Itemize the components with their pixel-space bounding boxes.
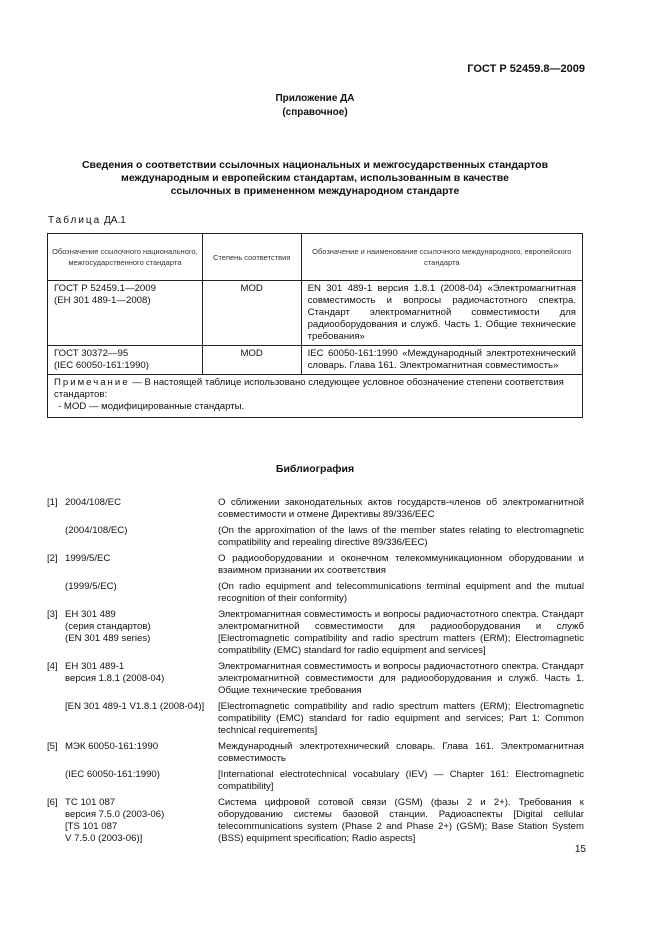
bibliography-title: Библиография [275,463,355,475]
bibliography-line [47,701,584,737]
bibliography-description: О сближении законодательных актов государств-членов об электромагнитной совместимости и отмене Директивы 89/336/EEC [218,497,584,520]
table-row [48,281,583,346]
bibliography-line [47,661,584,697]
bibliography-reference: 1999/5/EC [65,553,111,564]
bibliography-description: [International electrotechnical vocabulary (IEV) — Chapter 161: Electromagnetic compatibility] [218,769,584,792]
bibliography-number [47,701,65,737]
bibliography-entry [47,553,584,605]
bibliography-reference: ТС 101 087 версия 7.5.0 (2003-06) [TS 101 087 V 7.5.0 (2003-06)] [65,797,165,844]
bibliography-number [47,581,65,605]
bibliography-line [47,553,584,577]
bibliography-line [47,741,584,765]
bibliography-number [47,525,65,549]
bibliography-reference: 2004/108/EC [65,497,122,508]
table-label-word: Таблица [48,215,102,226]
note-label: Примечание [54,377,130,388]
table-header-cell: Обозначение ссылочного национального, межгосударственного стандарта [48,234,203,281]
table-label-number: ДА.1 [104,215,126,226]
table-cell-degree: MOD [202,281,301,346]
section-title-line: ссылочных в примененном международном стандарте [170,185,460,197]
table-note [48,375,583,418]
table-label [48,215,126,226]
bibliography-entry [47,797,584,845]
bibliography-reference: [EN 301 489-1 V1.8.1 (2008-04)] [65,701,205,712]
bibliography-number: [1] [47,497,58,508]
bibliography-line [47,609,584,657]
bibliography-description: Электромагнитная совместимость и вопросы радиочастотного спектра. Стандарт электромагнитной совместимости для радиооборудования и служб [Electromagnetic compatibility and radio spectrum matters (ERM); Electromagnetic compatibility (EMC) standard for radio equipment and services] [218,609,584,656]
table-cell-name: EN 301 489-1 версия 1.8.1 (2008-04) «Электромагнитная совместимость и вопросы радиочастотного спектра. Стандарт электромагнитной совместимости для радиооборудования и служб. Часть 1. Общие технические требования» [301,281,582,346]
table-cell-name: IEC 60050-161:1990 «Международный электротехнический словарь. Глава 161. Электромагнитная совместимость» [301,346,582,375]
table-header-cell: Степень соответствия [202,234,301,281]
bibliography-line [47,769,584,793]
page-number: 15 [574,844,586,855]
bibliography-entry [47,497,584,549]
bibliography-reference: (2004/108/EC) [65,525,128,536]
annex-subtitle: (справочное) [282,107,348,118]
bibliography-entry [47,609,584,657]
table-header-row [48,234,583,281]
standard-code-alt: (IEC 60050-161:1990) [54,360,149,371]
bibliography-reference: МЭК 60050-161:1990 [65,741,159,752]
bibliography-list [47,497,584,849]
bibliography-entry [47,741,584,793]
standard-code: ГОСТ 30372—95 [54,348,129,359]
section-title-line: Сведения о соответствии ссылочных национальных и межгосударственных стандартов [81,159,549,171]
bibliography-number: [2] [47,553,58,564]
section-title [48,159,582,198]
document-id: ГОСТ Р 52459.8—2009 [467,63,585,75]
bibliography-description: Электромагнитная совместимость и вопросы радиочастотного спектра. Стандарт электромагнитной совместимости для радиооборудования и служб. Часть 1. Общие технические требования [218,661,584,696]
bibliography-description: Система цифровой сотовой связи (GSM) (фазы 2 и 2+). Требования к оборудованию системы базовой станции. Радиоаспекты [Digital cellular telecommunications system (Phase 2 and Phase 2+) (GSM); Base Station System (BSS) equipment specification; Radio aspects] [218,797,584,844]
bibliography-description: (On the approximation of the laws of the member states relating to electromagnetic compatibility and repealing directive 89/336/EEC) [218,525,584,548]
bibliography-reference: ЕН 301 489 (серия стандартов) (EN 301 489 series) [65,609,151,644]
bibliography-number: [5] [47,741,58,752]
annex-heading [0,92,630,120]
bibliography-reference: (IEC 60050-161:1990) [65,769,160,780]
standard-code-alt: (ЕН 301 489-1—2008) [54,295,151,306]
bibliography-number: [4] [47,661,58,672]
bibliography-line [47,581,584,605]
bibliography-description: (On radio equipment and telecommunications terminal equipment and the mutual recognition of their conformity) [218,581,584,604]
bibliography-number: [6] [47,797,58,808]
annex-title: Приложение ДА [275,93,355,104]
table-cell-standard [48,346,203,375]
note-text: — В настоящей таблице использовано следующее условное обозначение степени соответствия стандартов: [54,377,564,400]
bibliography-number: [3] [47,609,58,620]
section-title-line: международным и европейским стандартам, использованным в качестве [121,172,509,184]
bibliography-line [47,497,584,521]
note-item: - MOD — модифицированные стандарты. [58,401,245,412]
table-header-cell: Обозначение и наименование ссылочного международного, европейского стандарта [301,234,582,281]
bibliography-description: О радиооборудовании и оконечном телекоммуникационном оборудовании и взаимном признании их соответствия [218,553,584,576]
table-note-row [48,375,583,418]
bibliography-entry [47,661,584,737]
table-cell-standard [48,281,203,346]
bibliography-description: Международный электротехнический словарь. Глава 161. Электромагнитная совместимость [218,741,584,764]
bibliography-number [47,769,65,793]
bibliography-reference: ЕН 301 489-1 версия 1.8.1 (2008-04) [65,661,165,684]
correspondence-table [47,233,583,418]
bibliography-line [47,525,584,549]
table-cell-degree: MOD [202,346,301,375]
bibliography-reference: (1999/5/EC) [65,581,117,592]
table-row [48,346,583,375]
bibliography-line [47,797,584,845]
bibliography-description: [Electromagnetic compatibility and radio spectrum matters (ERM); Electromagnetic compatibility (EMC) standard for radio equipment and services; Part 1: Common technical requirements] [218,701,584,736]
standard-code: ГОСТ Р 52459.1—2009 [54,283,156,294]
